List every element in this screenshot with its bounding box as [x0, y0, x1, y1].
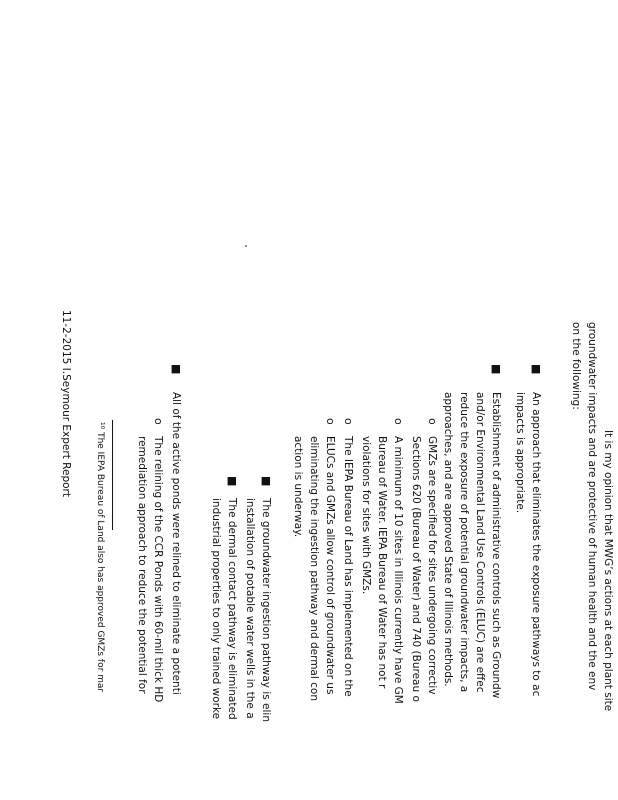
body-line: Sections 620 (Bureau of Water) and 740 (Bureau o	[410, 436, 422, 702]
body-line: eliminating the ingestion pathway and dermal con	[308, 436, 320, 701]
sub-bullet-marker: o	[392, 418, 405, 425]
body-line: industrial properties to only trained worke	[210, 498, 222, 720]
page-footer: 11-2-2015 I.Seymour Expert Report	[60, 310, 72, 497]
body-line: groundwater impacts and are protective of human health and the env	[586, 322, 598, 691]
body-line: The IEPA Bureau of Land has implemented on the	[342, 436, 354, 697]
sub-bullet-marker: o	[342, 418, 355, 425]
sub-sub-bullet-marker: ■	[226, 476, 239, 487]
footnote-rule	[112, 420, 113, 530]
body-line: GMZs are specified for sites undergoing correctiv	[426, 436, 438, 695]
body-line: approaches, and are approved State of Illinois methods.	[442, 392, 454, 687]
body-line: installation of potable water wells in the a	[244, 498, 256, 719]
body-line: The relining of the CCR Ponds with 60-mil thick HD	[152, 436, 164, 703]
body-line: reduce the exposure of potential groundwater impacts, a	[458, 392, 470, 693]
body-line: and/or Environmental Land Use Controls (ELUC) are effec	[474, 392, 486, 693]
body-line: violations for sites with GMZs.	[360, 436, 372, 595]
sub-bullet-marker: o	[426, 418, 439, 425]
body-line: action is underway.	[292, 436, 304, 538]
body-line: A minimum of 10 sites in Illinois currently have GM	[392, 436, 404, 704]
body-line: impacts is appropriate.	[514, 392, 526, 514]
body-line: The groundwater ingestion pathway is elin	[260, 498, 272, 723]
bullet-marker: ■	[530, 364, 543, 375]
stray-mark	[245, 245, 247, 247]
body-line: Bureau of Water. IEPA Bureau of Water has not r	[376, 436, 388, 689]
sub-bullet-marker: o	[324, 418, 337, 425]
body-line: An approach that eliminates the exposure pathways to ac	[530, 392, 542, 697]
body-line: ELUCs and GMZs allow control of groundwater us	[324, 436, 336, 695]
footnote: ¹⁰ The IEPA Bureau of Land also has approved GMZs for mar	[95, 422, 105, 693]
bullet-marker: ■	[490, 364, 503, 375]
body-line: remediation approach to reduce the potential for	[136, 436, 148, 694]
body-line: All of the active ponds were relined to eliminate a potenti	[170, 392, 182, 695]
body-line: Establishment of administrative controls such as Groundw	[490, 392, 502, 699]
body-line: The dermal contact pathway is eliminated	[226, 498, 238, 720]
body-line: on the following:	[570, 322, 582, 410]
sub-bullet-marker: o	[152, 418, 165, 425]
body-line: It is my opinion that MWG’s actions at each plant site	[602, 430, 614, 712]
bullet-marker: ■	[170, 364, 183, 375]
sub-sub-bullet-marker: ■	[260, 476, 273, 487]
